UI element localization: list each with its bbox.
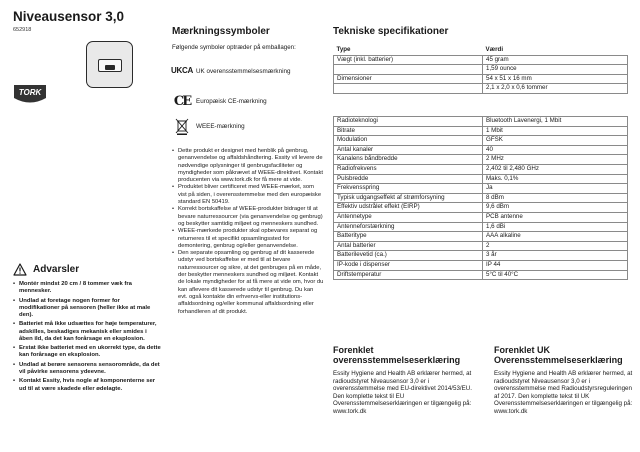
specs-table-radio [333, 116, 628, 280]
column-header-type: Type [334, 46, 483, 55]
list-item: • Batteriet må ikke udsættes for høje temperaturer, adskilles, beskadiges mekanisk eller smides i åben ild, da det kan forårsage en eksplosion. [13, 321, 161, 343]
table-row [334, 155, 628, 165]
uk-declaration [494, 345, 634, 416]
spec-type-cell: Bitrate [334, 126, 483, 136]
spec-value-cell: 2 [483, 241, 628, 251]
specs-heading: Tekniske specifikationer [333, 26, 449, 37]
uk-declaration-heading: Forenklet UK Overensstemmelseserklæring [494, 345, 623, 365]
table-row [334, 203, 628, 213]
symbol-row-ukca [172, 67, 290, 75]
table-row [334, 193, 628, 203]
spec-value-cell: 8 dBm [483, 193, 628, 203]
spec-value-cell: Bluetooth Lavenergi, 1 Mbit [483, 117, 628, 127]
spec-value-cell: Maks. 0,1% [483, 174, 628, 184]
table-row [334, 55, 628, 65]
tork-logo [11, 83, 49, 105]
table-row [334, 164, 628, 174]
spec-value-cell: 1,6 dBi [483, 222, 628, 232]
symbol-row-weee [172, 118, 245, 135]
sensor-window [98, 59, 122, 72]
spec-value-cell: AAA alkaline [483, 232, 628, 242]
list-item: • Korrekt bortskaffelse af WEEE-produkter bidrager til at bevare naturressourcer (via genanvendelse og genbrug) og beskytter samtidig miljøet og menneskers sundhed. [172, 206, 324, 228]
list-item: • Undlad at foretage nogen former for modifikationer på sensoren (heller ikke at male den). [13, 298, 161, 320]
spec-value-cell: 2,1 x 2,0 x 0,6 tommer [483, 84, 628, 94]
symbol-label: UK overensstemmelsesmærkning [196, 67, 291, 75]
table-row [334, 260, 628, 270]
page-title: Niveausensor 3,0 [13, 9, 125, 24]
spec-value-cell: 2,402 til 2,480 GHz [483, 164, 628, 174]
spec-type-cell: Antennetype [334, 212, 483, 222]
spec-value-cell: 40 [483, 145, 628, 155]
spec-value-cell: 2 MHz [483, 155, 628, 165]
warnings-header [13, 263, 79, 276]
spec-type-cell: Typisk udgangseffekt af strømforsyning [334, 193, 483, 203]
spec-type-cell [334, 65, 483, 75]
spec-type-cell [334, 84, 483, 94]
ce-mark-icon: CE [173, 94, 191, 109]
logo-text: TORK [18, 88, 42, 97]
spec-type-cell: Radiofrekvens [334, 164, 483, 174]
column-header-value: Værdi [483, 46, 628, 55]
spec-value-cell: 54 x 51 x 16 mm [483, 74, 628, 84]
eu-declaration-heading: Forenklet overensstemmelseserklæring [333, 345, 461, 365]
table-row [334, 126, 628, 136]
spec-value-cell: IP 44 [483, 260, 628, 270]
list-item: • WEEE-mærkede produkter skal opbevares separat og returneres til et specifikt opsamlingssted for demontering, genbrug og/eller genanvendelse. [172, 228, 324, 250]
table-row [334, 212, 628, 222]
table-row [334, 145, 628, 155]
spec-value-cell: 3 år [483, 251, 628, 261]
list-item: • Montér mindst 20 cm / 8 tommer væk fra mennesker. [13, 281, 161, 295]
warnings-heading: Advarsler [33, 264, 80, 275]
table-row [334, 184, 628, 194]
list-item: • Erstat ikke batteriet med en ukorrekt type, da dette kan forårsage en eksplosion. [13, 345, 161, 359]
table-row [334, 241, 628, 251]
list-item: • Undlad at berøre sensorens sensorområde, da det vil påvirke sensorens ydeevne. [13, 362, 161, 376]
weee-info-list [172, 148, 324, 316]
table-row [334, 117, 628, 127]
spec-type-cell: Antenneforstærkning [334, 222, 483, 232]
table-row [334, 74, 628, 84]
spec-type-cell: Modulation [334, 136, 483, 146]
table-row [334, 232, 628, 242]
table-header-row [334, 46, 628, 55]
warnings-list [13, 281, 161, 395]
table-row [334, 65, 628, 75]
spec-type-cell: Antal kanaler [334, 145, 483, 155]
ukca-mark-icon: UK CA [171, 66, 193, 75]
spec-type-cell: Frekvensspring [334, 184, 483, 194]
spec-type-cell: Effektiv udstrålet effekt (EIRP) [334, 203, 483, 213]
spec-type-cell: Batterilevetid (ca.) [334, 251, 483, 261]
spec-value-cell: 9,6 dBm [483, 203, 628, 213]
list-item: • Dette produkt er designet med henblik på genbrug, genanvendelse og affaldshåndtering. Essity vil levere de nødvendige oplysninger til genbrugsfaciliteter og myndigheder som påkrævet af WEEE-direktivet. Kontakt producenten via www.tork.dk for få mere at vide. [172, 148, 324, 184]
warning-triangle-icon [13, 263, 27, 276]
specs-table-physical [333, 46, 628, 94]
symbol-label: Europæisk CE-mærkning [196, 98, 267, 105]
table-row [334, 136, 628, 146]
table-row [334, 270, 628, 280]
spec-type-cell: Antal batterier [334, 241, 483, 251]
spec-type-cell: Vægt (inkl. batterier) [334, 55, 483, 65]
eu-declaration [333, 345, 473, 416]
spec-type-cell: IP-kode i dispenser [334, 260, 483, 270]
spec-value-cell: GFSK [483, 136, 628, 146]
list-item: • Kontakt Essity, hvis nogle af komponenterne ser ud til at være skadede eller ødelagte. [13, 378, 161, 392]
article-number: 652918 [13, 27, 32, 33]
symbols-intro: Følgende symboler optræder på emballagen: [172, 44, 296, 51]
spec-value-cell: PCB antenne [483, 212, 628, 222]
spec-type-cell: Pulsbredde [334, 174, 483, 184]
spec-value-cell: 5°C til 40°C [483, 270, 628, 280]
eu-declaration-body: Essity Hygiene and Health AB erklærer hermed, at radioudstyret Niveausensor 3,0 er i overensstemmelse med EU-direktivet 2014/53/EU. Den komplette tekst til EU Overensstemmelseserklæringen er tilgængelig på: www.tork.dk [333, 370, 472, 415]
list-item: • Produktet bliver certificeret med WEEE-mærket, som vist på siden, i overensstemmelse med den europæiske standard EN 50419. [172, 184, 324, 206]
list-item: • Den separate opsamling og genbrug af dit kasserede udstyr ved bortskaffelse er med til at bevare naturressourcer og sikre, at det genbruges på en måde, der beskytter menneskers sundhed og miljøet. Kontakt de lokale myndigheder for at få mere at vide om, hvor du kan aflevere dit kasserede udstyr til genbrug. Du kan evt. også kontakte din erhvervs-eller institutions-affaldsordning og/eller kommunal affaldsordning eller forhandleren af dit produkt. [172, 250, 324, 316]
spec-value-cell: 45 gram [483, 55, 628, 65]
spec-value-cell: Ja [483, 184, 628, 194]
spec-type-cell: Batteritype [334, 232, 483, 242]
table-row [334, 84, 628, 94]
symbol-label: WEEE-mærkning [196, 123, 245, 130]
spec-type-cell: Kanalens båndbredde [334, 155, 483, 165]
spec-type-cell: Dimensioner [334, 74, 483, 84]
table-row [334, 174, 628, 184]
tork-mini-logo-icon [99, 62, 121, 73]
spec-value-cell: 1 Mbit [483, 126, 628, 136]
spec-type-cell: Driftstemperatur [334, 270, 483, 280]
spec-value-cell: 1,59 ounce [483, 65, 628, 75]
symbol-row-ce [172, 94, 267, 109]
table-row [334, 251, 628, 261]
uk-declaration-body: Essity Hygiene and Health AB erklærer hermed, at radioudstyret Niveausensor 3,0 er i overensstemmelse med Radioudstyrsreguleringen af 2017. Den komplette tekst til UK Overensstemmelseserklæringen er tilgængelig på: www.tork.dk [494, 370, 633, 415]
symbols-heading: Mærkningssymboler [172, 26, 270, 37]
table-row [334, 222, 628, 232]
product-image [86, 41, 133, 88]
weee-bin-icon [172, 118, 192, 135]
spec-type-cell: Radioteknologi [334, 117, 483, 127]
